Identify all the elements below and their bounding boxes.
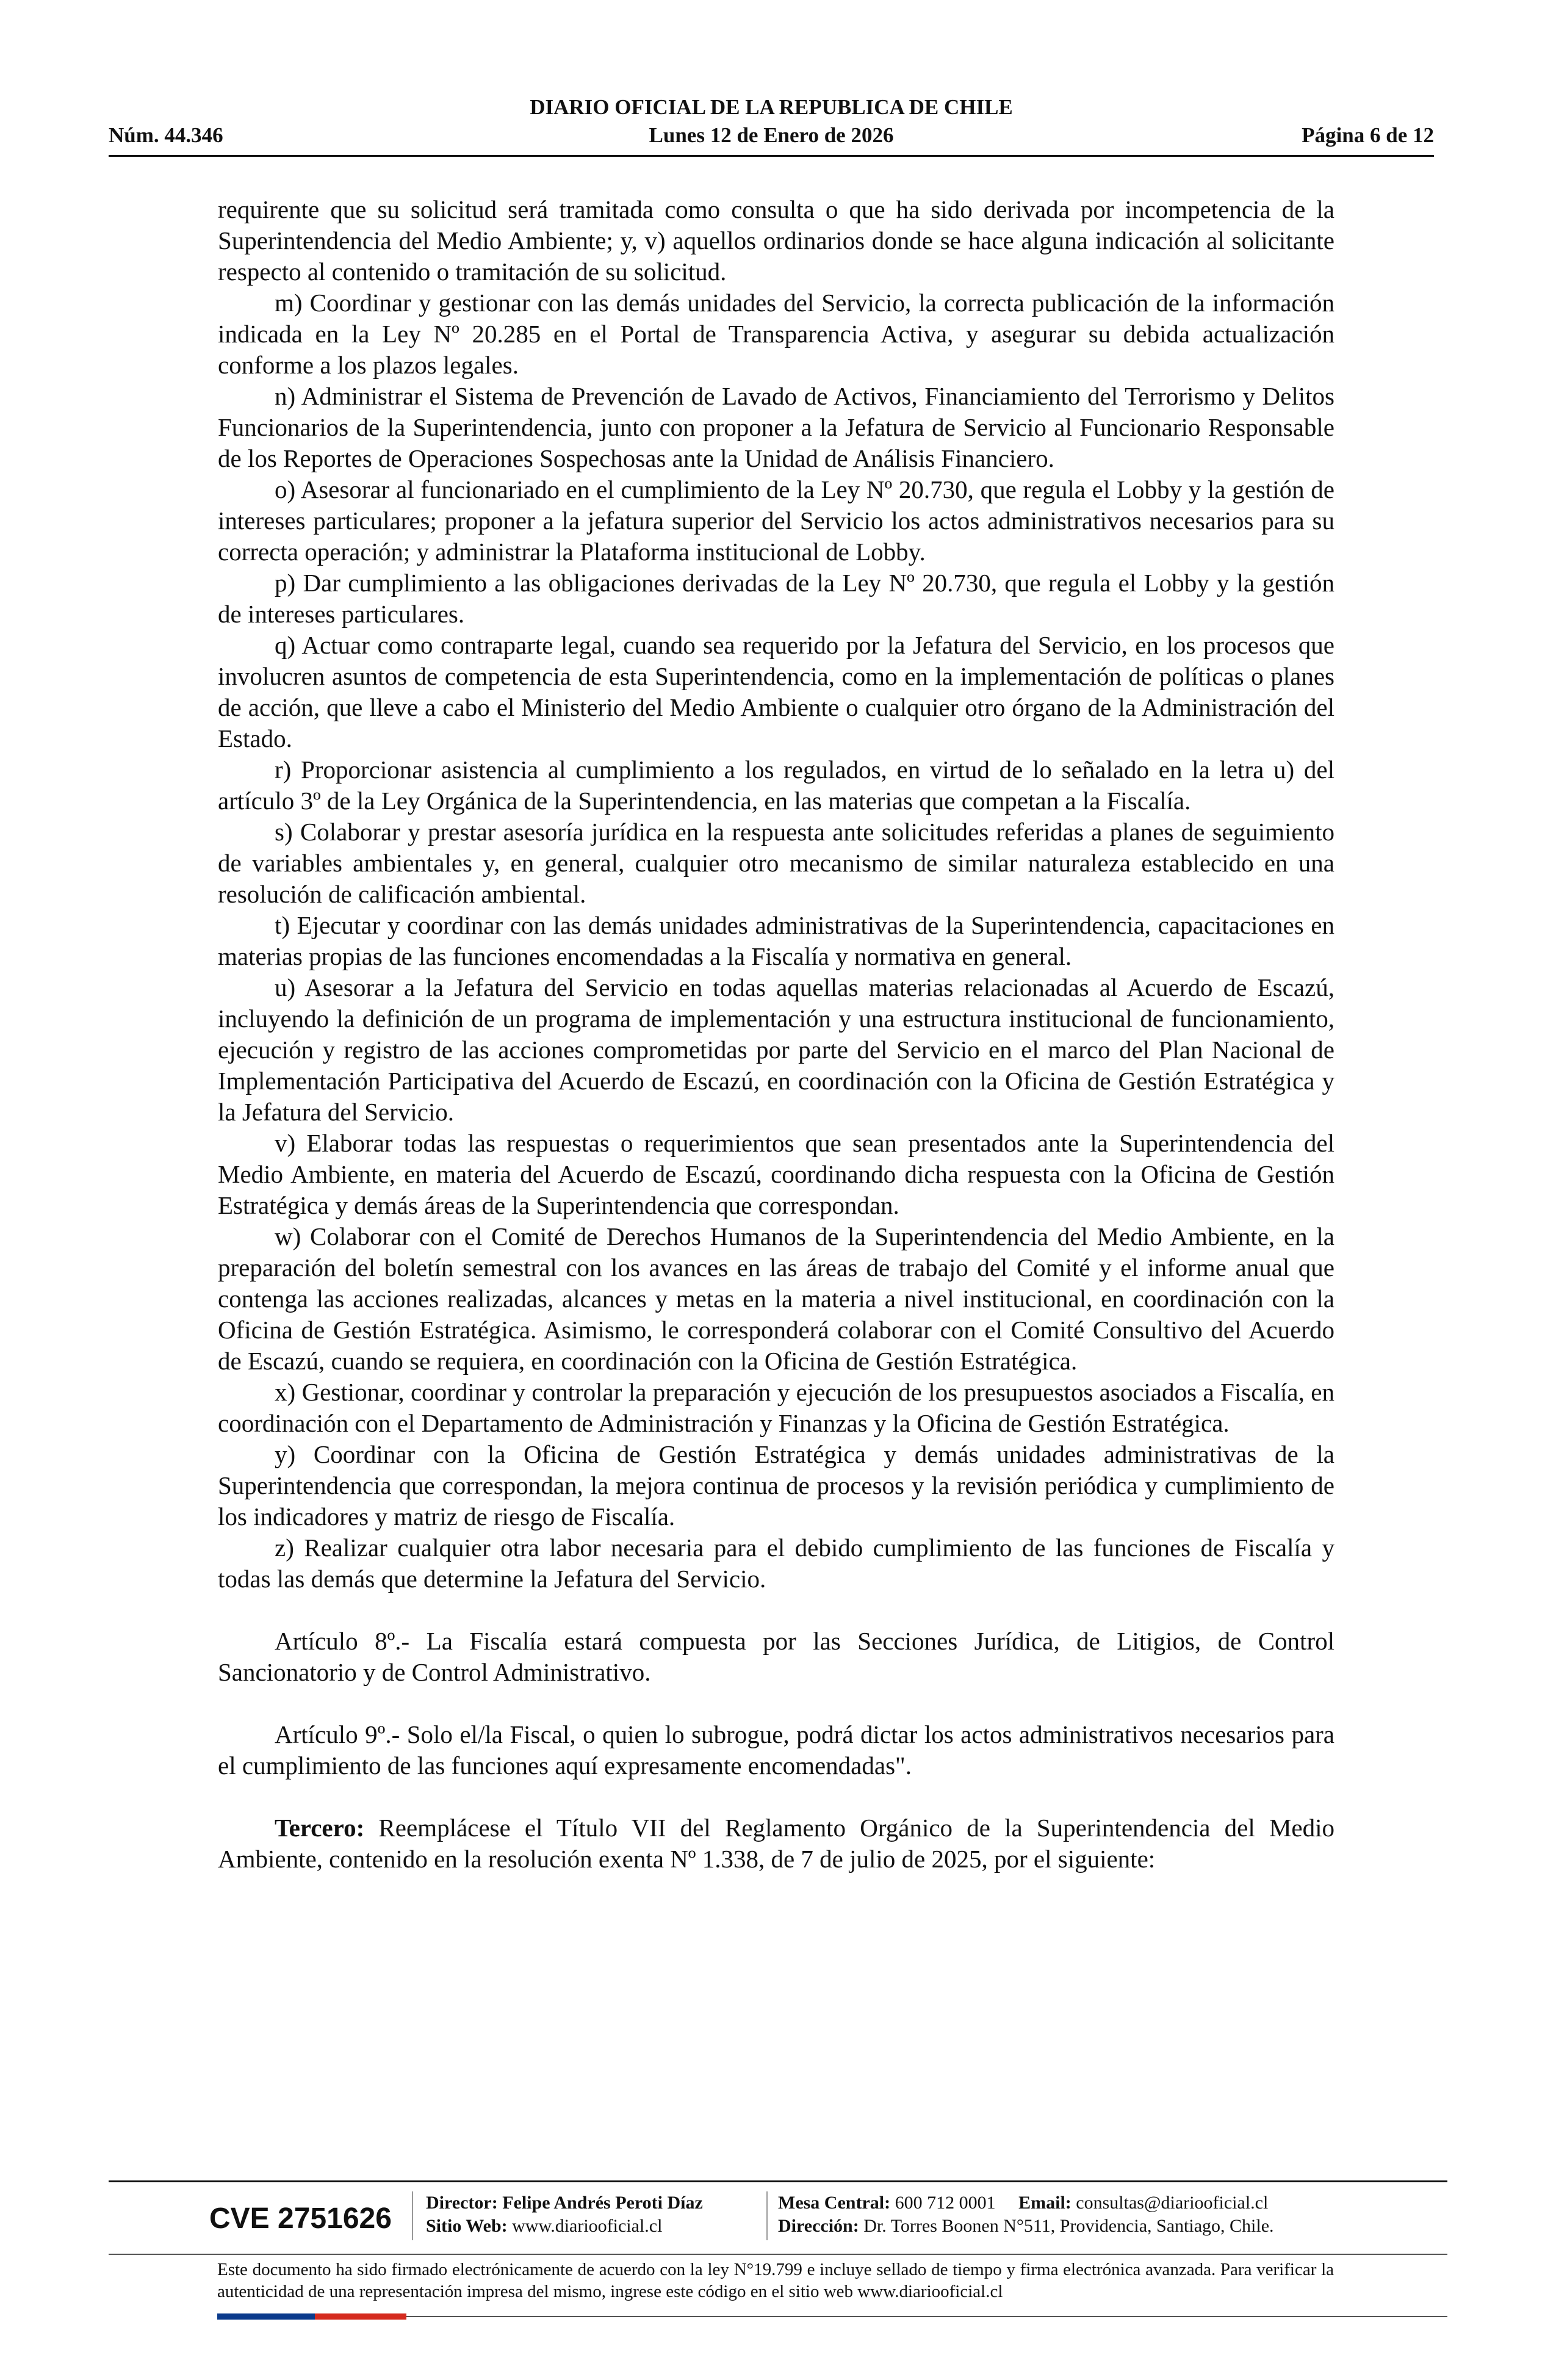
document-body (218, 194, 1334, 1875)
paragraph-s: s) Colaborar y prestar asesoría jurídica en la respuesta ante solicitudes referidas a planes de seguimiento de variables ambientales y, en general, cualquier otro mecanismo de similar naturaleza establecido en una resolución de calificación ambiental. (218, 818, 1334, 908)
tercero-paragraph (218, 1812, 1334, 1875)
flag-blue-segment (217, 2313, 315, 2320)
paragraph-x: x) Gestionar, coordinar y controlar la preparación y ejecución de los presupuestos asociados a Fiscalía, en coordinación con el Departamento de Administración y Finanzas y la Oficina de Gestión Estratégica. (218, 1378, 1334, 1437)
cve-code: CVE 2751626 (209, 2202, 392, 2235)
footer-director-block (426, 2191, 703, 2238)
footer-contact-block (778, 2191, 1274, 2238)
paragraph-w: w) Colaborar con el Comité de Derechos Humanos de la Superintendencia del Medio Ambiente, en la preparación del boletín semestral con los avances en las áreas de trabajo del Comité y el informe anual que contenga las acciones realizadas, alcances y metas en la materia a nivel institucional, en coordinación con la Oficina de Gestión Estratégica. Asimismo, le corresponderá colaborar con el Comité Consultivo del Acuerdo de Escazú, cuando se requiera, en coordinación con la Oficina de Gestión Estratégica. (218, 1222, 1334, 1375)
flag-color-bar (217, 2313, 406, 2320)
paragraph-v: v) Elaborar todas las respuestas o requerimientos que sean presentados ante la Superintendencia del Medio Ambiente, en materia del Acuerdo de Escazú, coordinando dicha respuesta con la Oficina de Gestión Estratégica y demás áreas de la Superintendencia que correspondan. (218, 1129, 1334, 1219)
website-label: Sitio Web: (426, 2216, 508, 2236)
paragraph-p: p) Dar cumplimiento a las obligaciones derivadas de la Ley Nº 20.730, que regula el Lobby y la gestión de intereses particulares. (218, 569, 1334, 628)
paragraph-r: r) Proporcionar asistencia al cumplimiento a los regulados, en virtud de lo señalado en la letra u) del artículo 3º de la Ley Orgánica de la Superintendencia, en las materias que competan a la Fiscalía. (218, 755, 1334, 815)
address-label: Dirección: (778, 2216, 859, 2236)
footer-divider (109, 2254, 1447, 2255)
header-divider (109, 155, 1434, 157)
paragraph-continuation: requirente que su solicitud será tramitada como consulta o que ha sido derivada por incompetencia de la Superintendencia del Medio Ambiente; y, v) aquellos ordinarios donde se hace alguna indicación al solicitante respecto al contenido o tramitación de su solicitud. (218, 195, 1334, 286)
paragraph-q: q) Actuar como contraparte legal, cuando sea requerido por la Jefatura del Servicio, en los procesos que involucren asuntos de competencia de esta Superintendencia, como en la implementación de políticas o planes de acción, que lleve a cabo el Ministerio del Medio Ambiente o cualquier otro órgano de la Administración del Estado. (218, 631, 1334, 752)
paragraph-u: u) Asesorar a la Jefatura del Servicio en todas aquellas materias relacionadas al Acuerdo de Escazú, incluyendo la definición de un programa de implementación y una estructura institucional de funcionamiento, ejecución y registro de las acciones comprometidas por parte del Servicio en el marco del Plan Nacional de Implementación Participativa del Acuerdo de Escazú, en coordinación con la Oficina de Gestión Estratégica y la Jefatura del Servicio. (218, 973, 1334, 1126)
paragraph-t: t) Ejecutar y coordinar con las demás unidades administrativas de la Superintendencia, capacitaciones en materias propias de las funciones encomendadas a la Fiscalía y normativa en general. (218, 911, 1334, 970)
footer-separator (766, 2191, 768, 2240)
publication-title: DIARIO OFICIAL DE LA REPUBLICA DE CHILE (530, 95, 1013, 119)
tercero-text: Reemplácese el Título VII del Reglamento Orgánico de la Superintendencia del Medio Ambiente, contenido en la resolución exenta Nº 1.338, de 7 de julio de 2025, por el siguiente: (218, 1814, 1334, 1873)
paragraph-n: n) Administrar el Sistema de Prevención de Lavado de Activos, Financiamiento del Terrorismo y Delitos Funcionarios de la Superintendencia, junto con proponer a la Jefatura de Servicio al Funcionario Responsable de los Reportes de Operaciones Sospechosas ante la Unidad de Análisis Financiero. (218, 382, 1334, 472)
director-label: Director: (426, 2193, 498, 2213)
paragraph-y: y) Coordinar con la Oficina de Gestión Estratégica y demás unidades administrativas de la Superintendencia que correspondan, la mejora continua de procesos y la revisión periódica y cumplimiento de los indicadores y matriz de riesgo de Fiscalía. (218, 1440, 1334, 1531)
phone-number: 600 712 0001 (895, 2193, 996, 2213)
legal-notice: Este documento ha sido firmado electrónicamente de acuerdo con la ley N°19.799 e incluye sellado de tiempo y firma electrónica avanzada. Para verificar la autenticidad de una representación impresa del mismo, ingrese este código en el sitio web www.diariooficial.cl (217, 2260, 1334, 2301)
paragraph-o: o) Asesorar al funcionariado en el cumplimiento de la Ley Nº 20.730, que regula el Lobby y la gestión de intereses particulares; proponer a la jefatura superior del Servicio los actos administrativos necesarios para su correcta operación; y administrar la Plataforma institucional de Lobby. (218, 475, 1334, 566)
footer-divider (109, 2180, 1447, 2182)
article-9: Artículo 9º.- Solo el/la Fiscal, o quien lo subrogue, podrá dictar los actos administrativos necesarios para el cumplimiento de las funciones aquí expresamente encomendadas". (218, 1720, 1334, 1780)
flag-red-segment (315, 2313, 406, 2320)
page-header (109, 94, 1434, 161)
footer-separator (412, 2191, 413, 2240)
footer-bottom-rule (406, 2316, 1447, 2317)
issue-number: Núm. 44.346 (109, 123, 223, 147)
page-indicator: Página 6 de 12 (1302, 123, 1434, 147)
page-footer (109, 2180, 1447, 2364)
director-name: Felipe Andrés Peroti Díaz (502, 2193, 703, 2213)
email-link[interactable]: consultas@diariooficial.cl (1076, 2193, 1269, 2213)
tercero-label: Tercero: (275, 1814, 365, 1842)
article-8: Artículo 8º.- La Fiscalía estará compuesta por las Secciones Jurídica, de Litigios, de Control Sancionatorio y de Control Administrativo. (218, 1627, 1334, 1686)
website-link[interactable]: www.diariooficial.cl (512, 2216, 663, 2236)
phone-label: Mesa Central: (778, 2193, 891, 2213)
paragraph-m: m) Coordinar y gestionar con las demás unidades del Servicio, la correcta publicación de la información indicada en la Ley Nº 20.285 en el Portal de Transparencia Activa, y asegurar su debida actualización conforme a los plazos legales. (218, 289, 1334, 379)
issue-date: Lunes 12 de Enero de 2026 (649, 123, 894, 147)
paragraph-z: z) Realizar cualquier otra labor necesaria para el debido cumplimiento de las funciones de Fiscalía y todas las demás que determine la Jefatura del Servicio. (218, 1534, 1334, 1593)
email-label: Email: (1018, 2193, 1072, 2213)
address-value: Dr. Torres Boonen N°511, Providencia, Santiago, Chile. (863, 2216, 1274, 2236)
